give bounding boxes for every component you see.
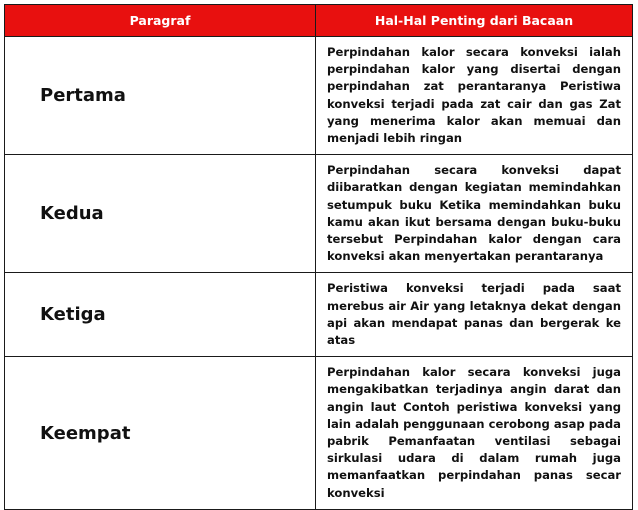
table-row: [5, 357, 633, 510]
paragraf-label: Kedua: [5, 155, 316, 273]
hal-penting-text: Perpindahan kalor secara konveksi ialah perpindahan kalor yang disertai dengan perpindahan zat perantaranya Peristiwa konveksi terjadi pada zat cair dan gas Zat yang menerima kalor akan memuai dan menjadi lebih ringan: [316, 37, 633, 155]
header-paragraf: Paragraf: [5, 5, 316, 37]
table-body: [5, 37, 633, 510]
summary-table: [4, 4, 633, 510]
table-row: [5, 37, 633, 155]
header-hal-penting: Hal-Hal Penting dari Bacaan: [316, 5, 633, 37]
table-header: [5, 5, 633, 37]
hal-penting-text: Perpindahan secara konveksi dapat diibaratkan dengan kegiatan memindahkan setumpuk buku Ketika memindahkan buku kamu akan ikut bersama dengan buku-buku tersebut Perpindahan kalor dengan cara konveksi akan menyertakan perantaranya: [316, 155, 633, 273]
table-row: [5, 273, 633, 357]
paragraf-label: Keempat: [5, 357, 316, 510]
paragraf-label: Ketiga: [5, 273, 316, 357]
paragraf-label: Pertama: [5, 37, 316, 155]
hal-penting-text: Perpindahan kalor secara konveksi juga mengakibatkan terjadinya angin darat dan angin laut Contoh peristiwa konveksi yang lain adalah penggunaan cerobong asap pada pabrik Pemanfaatan ventilasi sebagai sirkulasi udara di dalam rumah juga memanfaatkan perpindahan panas secar konveksi: [316, 357, 633, 510]
header-row: [5, 5, 633, 37]
table-row: [5, 155, 633, 273]
hal-penting-text: Peristiwa konveksi terjadi pada saat merebus air Air yang letaknya dekat dengan api akan mendapat panas dan bergerak ke atas: [316, 273, 633, 357]
